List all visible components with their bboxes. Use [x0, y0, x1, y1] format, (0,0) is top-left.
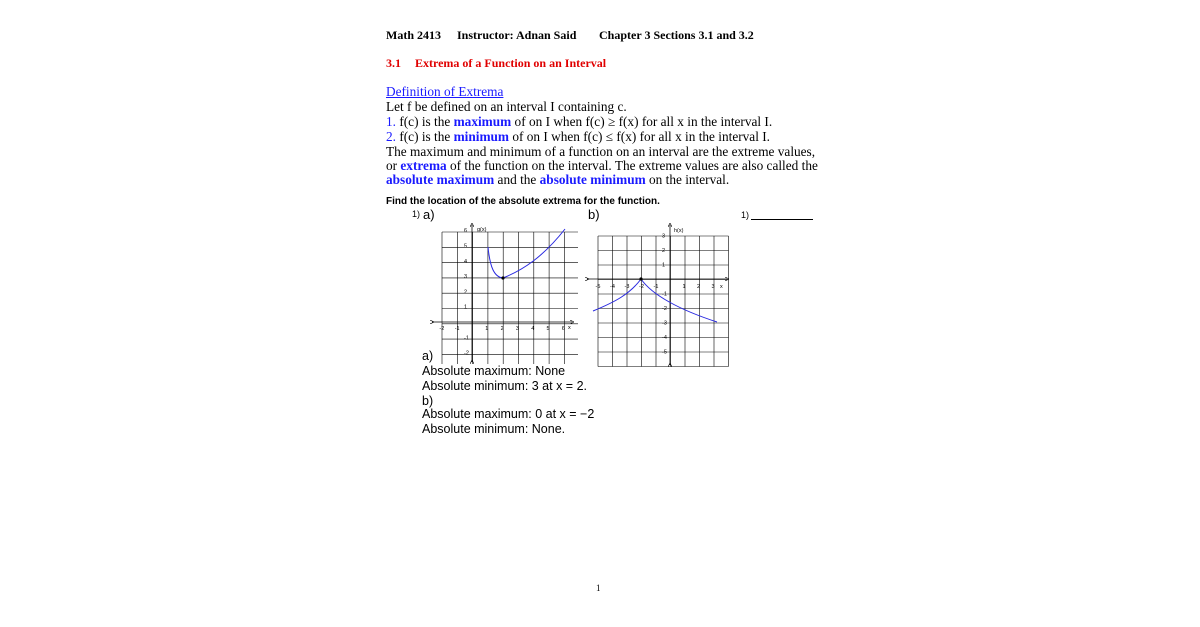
- tick-label: 3: [662, 233, 666, 240]
- tick-label: 3: [711, 284, 715, 290]
- page-number: 1: [596, 583, 601, 593]
- tick-label: 5: [464, 243, 468, 250]
- tick-label: -1: [454, 326, 460, 332]
- problem-number: 1): [412, 209, 421, 219]
- keyword-maximum: maximum: [453, 114, 512, 129]
- definition-intro: Let f be defined on an interval I containing c.: [386, 99, 627, 114]
- tick-label: 3: [464, 274, 468, 281]
- axis-label-x: x: [568, 325, 571, 331]
- item-text-pre: f(c) is the: [399, 129, 454, 144]
- tick-label: -5: [662, 349, 667, 356]
- tick-label: 4: [531, 326, 535, 332]
- tick-label: -3: [662, 320, 667, 327]
- para-text: on the interval.: [645, 172, 730, 187]
- tick-label: 3: [515, 326, 519, 332]
- tick-label: 6: [464, 228, 468, 235]
- graph-a: [428, 222, 578, 364]
- min-point: [501, 276, 504, 279]
- answer-number: 1): [741, 210, 750, 220]
- section-title: Extrema of a Function on an Interval: [415, 56, 607, 70]
- section-number: 3.1: [386, 56, 401, 70]
- part-b-label: b): [588, 207, 600, 222]
- tick-label: -1: [653, 284, 659, 290]
- keyword-minimum: minimum: [453, 129, 510, 144]
- tick-label: 1: [464, 304, 468, 311]
- tick-label: -2: [439, 326, 445, 332]
- tick-label: -2: [639, 284, 644, 290]
- answer-a-min: Absolute minimum: 3 at x = 2.: [422, 379, 588, 393]
- instructor-name: Instructor: Adnan Said: [457, 28, 577, 42]
- func-label-h: h(x): [674, 228, 684, 234]
- keyword-absolute-minimum: absolute minimum: [539, 172, 646, 187]
- item-number: 2.: [386, 129, 396, 144]
- tick-label: 6: [561, 326, 565, 332]
- item-number: 1.: [386, 114, 396, 129]
- tick-label: -2: [464, 350, 469, 357]
- tick-label: 2: [697, 284, 701, 290]
- tick-label: -1: [464, 335, 469, 342]
- item-text-pre: f(c) is the: [399, 114, 454, 129]
- answer-a-label: a): [422, 349, 434, 363]
- course-title: Math 2413: [386, 28, 441, 42]
- definition-para-3: [386, 172, 729, 188]
- item-text-post: of on I when f(c) ≤ f(x) for all x in the interval I.: [509, 129, 770, 144]
- definition-item-2: [386, 129, 770, 145]
- tick-label: -2: [662, 306, 667, 312]
- tick-label: -3: [624, 284, 630, 290]
- item-text-post: of on I when f(c) ≥ f(x) for all x in the interval I.: [511, 114, 773, 129]
- tick-label: 1: [485, 326, 489, 332]
- keyword-absolute-maximum: absolute maximum: [386, 172, 495, 187]
- definition-heading: Definition of Extrema: [386, 84, 504, 99]
- tick-label: 5: [546, 326, 550, 332]
- definition-para-1: The maximum and minimum of a function on an interval are the extreme values,: [386, 144, 816, 159]
- tick-label: -1: [662, 291, 667, 298]
- graph-a-grid: [442, 232, 578, 364]
- para-text: and the: [494, 172, 540, 187]
- graph-b-grid: [595, 233, 729, 367]
- tick-label: -4: [610, 284, 615, 290]
- axis-label-x: x: [720, 284, 723, 290]
- tick-label: 4: [464, 258, 468, 265]
- graph-b: [585, 222, 735, 367]
- chapter-title: Chapter 3 Sections 3.1 and 3.2: [599, 28, 754, 42]
- definition-item-1: [386, 114, 772, 130]
- answer-blank-line[interactable]: [751, 219, 813, 220]
- answer-b-min: Absolute minimum: None.: [422, 422, 566, 436]
- part-a-label: a): [423, 207, 435, 222]
- tick-label: -4: [662, 335, 667, 341]
- tick-label: 2: [662, 248, 666, 254]
- problem-instruction: Find the location of the absolute extrema for the function.: [386, 196, 660, 207]
- max-point: [639, 277, 642, 280]
- para-text: or: [386, 158, 401, 173]
- tick-label: 2: [464, 289, 468, 296]
- answer-b-max: Absolute maximum: 0 at x = −2: [422, 407, 595, 421]
- tick-label: 1: [662, 262, 666, 269]
- tick-label: 2: [500, 326, 504, 332]
- func-label-g: g(x): [477, 227, 487, 233]
- para-text: of the function on the interval. The extreme values are also called the: [446, 158, 818, 173]
- answer-a-max: Absolute maximum: None: [422, 364, 566, 378]
- curve-g: [488, 229, 565, 278]
- tick-label: 1: [682, 284, 686, 290]
- answer-b-label: b): [422, 394, 434, 408]
- keyword-extrema: extrema: [400, 158, 447, 173]
- tick-label: -5: [595, 284, 601, 290]
